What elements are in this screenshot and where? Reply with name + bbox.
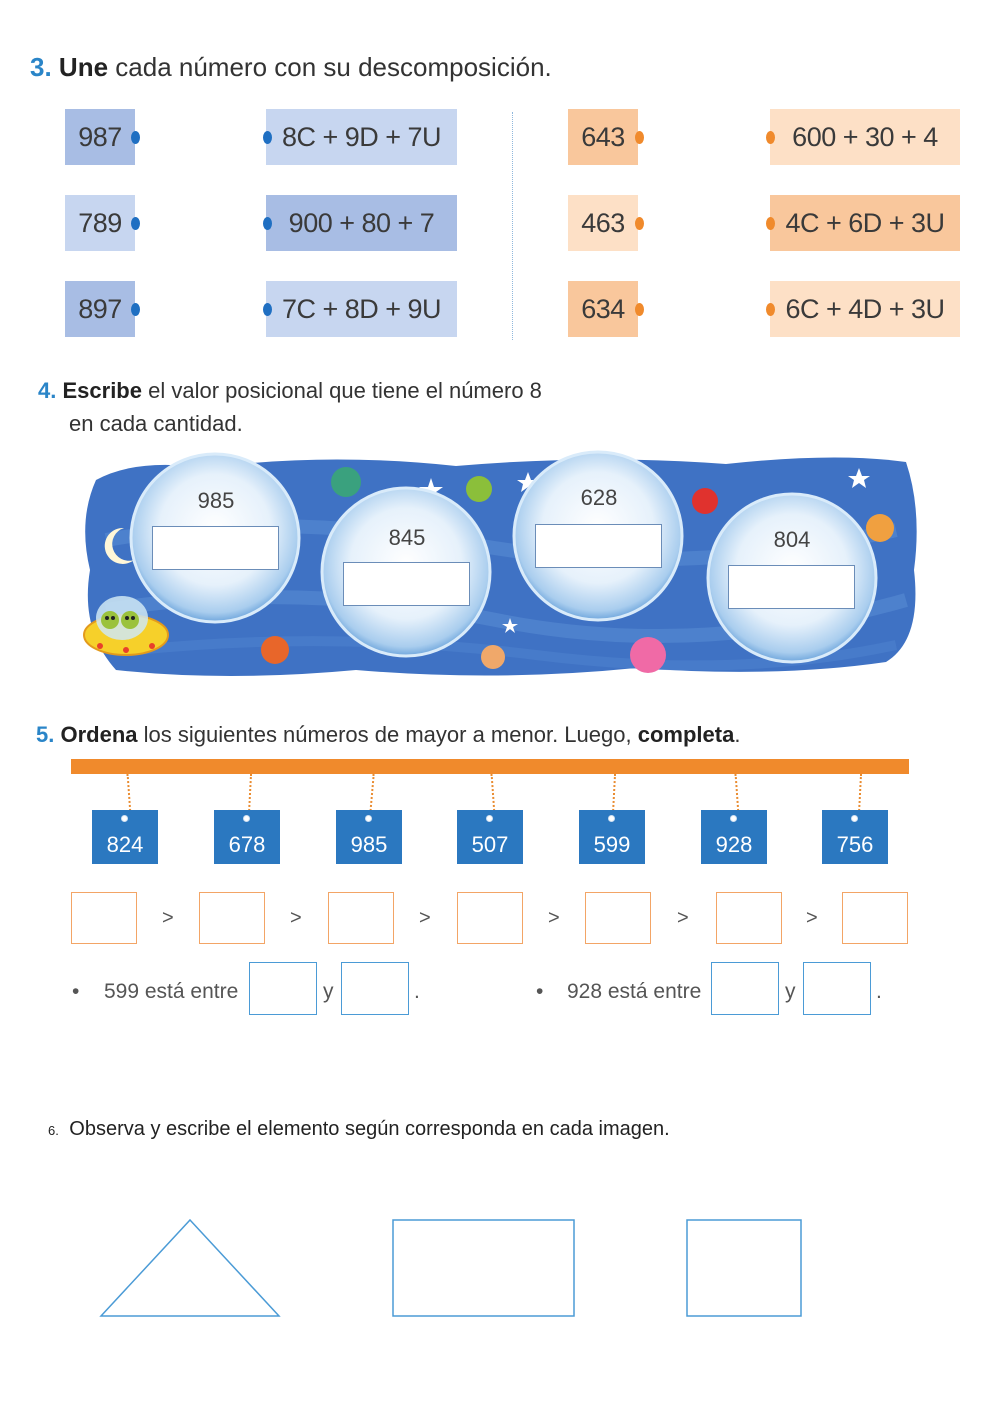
exercise-4-line-1 [38, 374, 542, 407]
between-text-1: 599 está entre [104, 980, 239, 1003]
number-tag-2 [214, 810, 280, 864]
match-dot-blue-number-1[interactable] [131, 131, 140, 144]
match-dot-blue-decomposition-1[interactable] [263, 131, 272, 144]
tag-string [127, 774, 132, 814]
match-dot-orange-decomposition-1[interactable] [766, 131, 775, 144]
match-dot-blue-decomposition-2[interactable] [263, 217, 272, 230]
square-shape[interactable] [687, 1220, 801, 1316]
greater-than-sign: > [162, 907, 174, 929]
tag-hole-icon [486, 815, 493, 822]
number-tag-3 [336, 810, 402, 864]
tag-hole-icon [851, 815, 858, 822]
orange-decomposition-2: 4C + 6D + 3U [770, 195, 960, 251]
tag-hole-icon [365, 815, 372, 822]
exercise-5-instruction: los siguientes números de mayor a menor. Luego, [143, 722, 632, 747]
number-tag-6 [701, 810, 767, 864]
order-box-5[interactable] [585, 892, 651, 944]
bubble-number-1: 985 [197, 488, 235, 513]
between-text-2: 928 está entre [567, 980, 702, 1003]
shapes-area [0, 1190, 1000, 1390]
tag-string [369, 774, 374, 814]
tag-string [735, 774, 740, 814]
match-dot-blue-number-3[interactable] [131, 303, 140, 316]
order-box-3[interactable] [328, 892, 394, 944]
orange-decomposition-3: 6C + 4D + 3U [770, 281, 960, 337]
tag-string [491, 774, 496, 814]
exercise-5-verb: Ordena [60, 722, 138, 747]
exercise-6-instruction: Observa y escribe el elemento según corresponda en cada imagen. [69, 1118, 670, 1140]
number-tag-label: 824 [106, 832, 144, 857]
blue-decomposition-3: 7C + 8D + 9U [266, 281, 457, 337]
tag-hole-icon [608, 815, 615, 822]
answer-box-bubble-2[interactable] [343, 562, 470, 606]
greater-than-sign: > [419, 907, 431, 929]
number-tag-label: 928 [715, 832, 753, 857]
exercise-4-verb: Escribe [62, 378, 142, 403]
number-tag-label: 985 [350, 832, 388, 857]
greater-than-sign: > [548, 907, 560, 929]
exercise-3-instruction: cada número con su descomposición. [115, 52, 552, 82]
orange-number-3: 634 [568, 281, 638, 337]
number-tag-label: 599 [593, 832, 631, 857]
match-dot-blue-decomposition-3[interactable] [263, 303, 272, 316]
order-box-6[interactable] [716, 892, 782, 944]
between-1-lower-box[interactable] [249, 962, 317, 1015]
blue-decomposition-2: 900 + 80 + 7 [266, 195, 457, 251]
hanging-bar [71, 759, 909, 774]
and-text: y [323, 980, 334, 1003]
column-divider [512, 112, 513, 340]
match-dot-orange-decomposition-2[interactable] [766, 217, 775, 230]
match-dot-blue-number-2[interactable] [131, 217, 140, 230]
and-text: y [785, 980, 796, 1003]
bubble-number-3: 628 [580, 485, 618, 510]
period: . [876, 980, 882, 1003]
orange-number-1: 643 [568, 109, 638, 165]
exercise-3-verb: Une [58, 52, 109, 82]
number-tag-4 [457, 810, 523, 864]
order-box-4[interactable] [457, 892, 523, 944]
rectangle-shape[interactable] [393, 1220, 574, 1316]
greater-than-sign: > [806, 907, 818, 929]
orange-planet-icon [866, 514, 894, 542]
exercise-3-number: 3. [30, 52, 52, 82]
exercise-5-number: 5. [36, 722, 55, 747]
exercise-4-number: 4. [38, 378, 57, 403]
match-dot-orange-number-2[interactable] [635, 217, 644, 230]
exercise-4-title [38, 374, 542, 440]
number-tag-label: 756 [836, 832, 874, 857]
blue-number-2: 789 [65, 195, 135, 251]
tag-hole-icon [121, 815, 128, 822]
period: . [414, 980, 420, 1003]
triangle-shape[interactable] [101, 1220, 279, 1316]
exercise-3-title [30, 52, 552, 83]
number-tag-7 [822, 810, 888, 864]
red-planet-icon [692, 488, 718, 514]
exercise-6-number: 6. [48, 1123, 59, 1138]
between-2-lower-box[interactable] [711, 962, 779, 1015]
answer-box-bubble-3[interactable] [535, 524, 662, 568]
order-box-7[interactable] [842, 892, 908, 944]
blue-number-3: 897 [65, 281, 135, 337]
blue-number-1: 987 [65, 109, 135, 165]
exercise-5-title [36, 722, 740, 748]
tag-string [248, 774, 252, 814]
bubble-number-4: 804 [773, 527, 811, 552]
exercise-4-instruction: el valor posicional que tiene el número 8 [148, 378, 542, 403]
order-box-2[interactable] [199, 892, 265, 944]
match-dot-orange-number-3[interactable] [635, 303, 644, 316]
answer-box-bubble-1[interactable] [152, 526, 279, 570]
exercise-6-title [48, 1118, 670, 1141]
tag-string [858, 774, 862, 814]
between-1-upper-box[interactable] [341, 962, 409, 1015]
exercise-5-period: . [734, 722, 741, 747]
peach-planet-icon [481, 645, 505, 669]
bullet: • [536, 980, 544, 1003]
orange-decomposition-1: 600 + 30 + 4 [770, 109, 960, 165]
lime-planet-icon [466, 476, 492, 502]
number-tag-1 [92, 810, 158, 864]
bullet: • [72, 980, 80, 1003]
match-dot-orange-number-1[interactable] [635, 131, 644, 144]
tag-string [612, 774, 616, 814]
greater-than-sign: > [290, 907, 302, 929]
tag-hole-icon [243, 815, 250, 822]
between-2-upper-box[interactable] [803, 962, 871, 1015]
answer-box-bubble-4[interactable] [728, 565, 855, 609]
blue-decomposition-1: 8C + 9D + 7U [266, 109, 457, 165]
green-planet-icon [331, 467, 361, 497]
space-illustration [76, 450, 922, 682]
number-tag-5 [579, 810, 645, 864]
greater-than-sign: > [677, 907, 689, 929]
match-dot-orange-decomposition-3[interactable] [766, 303, 775, 316]
exercise-4-line-2: en cada cantidad. [69, 411, 243, 436]
orange-number-2: 463 [568, 195, 638, 251]
number-tag-label: 507 [471, 832, 509, 857]
number-tag-label: 678 [228, 832, 266, 857]
order-box-1[interactable] [71, 892, 137, 944]
orange-planet-icon [261, 636, 289, 664]
tag-hole-icon [730, 815, 737, 822]
pink-planet-icon [630, 637, 666, 673]
bubble-number-2: 845 [388, 525, 426, 550]
exercise-5-verb-2: completa [637, 722, 735, 747]
